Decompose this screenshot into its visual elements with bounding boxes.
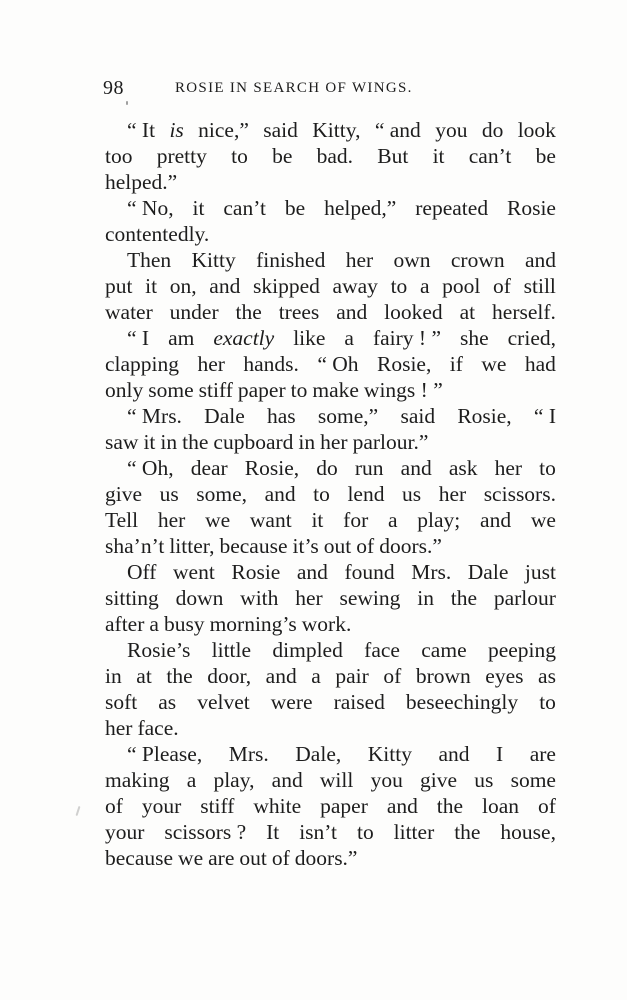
word: because [219,534,288,558]
word: helped,” [324,196,397,220]
word: door, [207,664,252,688]
italic-word: is [169,118,184,142]
word: loan [482,794,520,818]
word: Then [127,248,172,272]
word: has [267,404,296,428]
word: and [271,768,303,792]
word: her [157,508,186,532]
text-line [105,663,556,689]
word: us [402,482,422,506]
word: a [186,768,197,792]
word: your [105,820,145,844]
word: she [459,326,489,350]
text-line [105,325,556,351]
word: beseechingly [405,690,519,714]
word: and [480,508,512,532]
text-line [105,845,556,871]
word: to [539,690,556,714]
word: on, [169,274,197,298]
word: Dale [467,560,509,584]
word: be [535,144,556,168]
word: can’t [223,196,266,220]
text-line [105,507,556,533]
word: some, [196,482,248,506]
word: give [105,482,143,506]
word: the [454,820,481,844]
word: cupboard [213,430,294,454]
word: some [148,378,194,402]
word: her [438,482,467,506]
word: play; [417,508,461,532]
word: and [296,560,328,584]
word: in [160,430,178,454]
word: under [169,300,219,324]
body-text [105,117,556,871]
word: give [420,768,458,792]
ink-speck [126,101,128,105]
text-line [105,221,556,247]
word: Tell [105,508,139,532]
word: looked [384,300,443,324]
word: fairy ! ” [372,326,441,350]
word: out [323,534,352,558]
word: you [435,118,468,142]
word: and [336,300,368,324]
word: her [197,352,225,376]
word: skipped [252,274,320,298]
text-line [105,299,556,325]
word: pair [335,664,369,688]
word: “ I [127,326,150,350]
running-head [103,76,523,100]
word: Dale, [295,742,342,766]
word: “ Oh [317,352,359,376]
word: down [175,586,224,610]
word: a [387,508,398,532]
word: a [149,612,159,636]
word: of [105,794,123,818]
word: away [332,274,378,298]
word: “ Oh, [127,456,174,480]
text-line [105,403,556,429]
word: in [417,586,434,610]
word: we [481,352,507,376]
word: morning’s [209,612,297,636]
word: as [538,664,556,688]
running-title: ROSIE IN SEARCH OF WINGS. [175,80,413,96]
word: at [459,300,476,324]
word: had [524,352,556,376]
text-line [105,585,556,611]
word: pretty [156,144,207,168]
word: too [105,144,133,168]
text-line [105,715,556,741]
word: said [400,404,436,428]
word: hands. [243,352,299,376]
word: her [105,716,133,740]
word: little [211,638,252,662]
word: But [377,144,409,168]
word: her [320,430,348,454]
word: doors.” [294,846,358,870]
word: of [356,534,375,558]
word: of [271,846,290,870]
word: to [231,144,248,168]
word: trees [278,300,320,324]
word: found [344,560,395,584]
word: the [235,300,262,324]
word: raised [333,690,385,714]
word: peeping [487,638,556,662]
word: sha’n’t [105,534,165,558]
word: I [496,742,504,766]
word: Dale [204,404,245,428]
text-line [105,455,556,481]
word: of [493,274,511,298]
word: own [393,248,431,272]
word: busy [163,612,205,636]
word: after [105,612,145,636]
text-line [105,195,556,221]
word: can’t [468,144,512,168]
word: you [370,768,403,792]
word: and [438,742,470,766]
word: soft [105,690,138,714]
word: make [312,378,359,402]
word: paper [320,794,368,818]
word: for [343,508,369,532]
word: dimpled [272,638,343,662]
word: Rosie, [244,456,300,480]
word: work. [301,612,352,636]
word: house, [500,820,556,844]
word: clapping [105,352,180,376]
word: making [105,768,170,792]
word: contentedly. [105,222,210,246]
word: and [386,794,418,818]
word: Rosie’s [127,638,191,662]
word: it [432,144,445,168]
word: sitting [105,586,159,610]
word: as [158,690,177,714]
word: Kitty [367,742,412,766]
word: want [249,508,292,532]
word: sewing [339,586,401,610]
word: it [143,430,156,454]
word: still [523,274,556,298]
word: to [539,456,556,480]
text-line [105,143,556,169]
word: and [209,274,241,298]
word: litter, [169,534,215,558]
word: be [284,196,306,220]
word: with [240,586,279,610]
word: water [105,300,153,324]
word: parlour.” [352,430,429,454]
word: scissors. [483,482,556,506]
word: we [178,846,204,870]
word: It [266,820,280,844]
word: brown [415,664,471,688]
word: a [419,274,430,298]
text-line [105,611,556,637]
word: a [311,664,321,688]
word: face [364,638,400,662]
word: like [293,326,326,350]
text-line [105,481,556,507]
text-line [105,117,556,143]
word: dear [190,456,228,480]
word: the [450,586,478,610]
word: “ Mrs. [127,404,182,428]
word: crown [450,248,505,272]
word: your [141,794,182,818]
text-line [105,247,556,273]
word: be [272,144,293,168]
word: we [530,508,556,532]
word: Rosie, [377,352,432,376]
word: Kitty [191,248,236,272]
word: repeated [415,196,489,220]
word: and [264,482,296,506]
word: isn’t [299,820,338,844]
word: Kitty, [312,118,361,142]
word: “ Please, [127,742,203,766]
word: lend [347,482,385,506]
word: bad. [316,144,354,168]
word: a [344,326,354,350]
word: said [263,118,298,142]
word: her [494,456,523,480]
word: went [173,560,215,584]
word: do [316,456,338,480]
text-line [105,767,556,793]
text-line [105,689,556,715]
word: am [168,326,195,350]
word: were [270,690,313,714]
word: it [145,274,158,298]
word: velvet [197,690,250,714]
word: herself. [492,300,556,324]
word: at [136,664,152,688]
word: cried, [507,326,556,350]
word: stiff [198,378,233,402]
word: scissors ? [164,820,247,844]
word: stiff [200,794,235,818]
word: some [510,768,556,792]
word: the [166,664,193,688]
word: Off [127,560,157,584]
word: wings ! ” [363,378,443,402]
text-line [105,377,556,403]
text-line [105,793,556,819]
word: her [345,248,374,272]
text-line [105,741,556,767]
word: only [105,378,144,402]
word: parlour [493,586,556,610]
italic-word: exactly [213,326,275,350]
word: doors.” [379,534,442,558]
word: if [449,352,463,376]
word: look [517,118,556,142]
word: finished [256,248,326,272]
word: the [436,794,464,818]
paper-mark [76,806,81,816]
word: “ No, [127,196,174,220]
word: Rosie [231,560,281,584]
word: nice,” [198,118,249,142]
text-line [105,169,556,195]
word: because [105,846,174,870]
word: out [239,846,267,870]
text-line [105,819,556,845]
word: it’s [292,534,319,558]
text-line [105,351,556,377]
word: we [205,508,231,532]
word: just [524,560,556,584]
word: eyes [485,664,524,688]
word: face. [137,716,179,740]
word: Rosie, [457,404,512,428]
text-line [105,637,556,663]
word: in [298,430,316,454]
word: the [182,430,209,454]
text-line [105,273,556,299]
word: Mrs. [411,560,452,584]
word: and [265,664,297,688]
word: litter [393,820,435,844]
word: to [313,482,330,506]
word: us [159,482,179,506]
word: “ and [374,118,421,142]
word: it [192,196,205,220]
word: in [105,664,122,688]
word: are [529,742,556,766]
page-number: 98 [103,77,124,99]
word: play, [213,768,255,792]
word: run [354,456,384,480]
word: “ It [127,118,156,142]
text-line [105,533,556,559]
word: of [537,794,556,818]
word: white [253,794,302,818]
word: paper [237,378,286,402]
word: it [311,508,324,532]
word: ask [448,456,478,480]
word: “ I [533,404,556,428]
word: saw [105,430,139,454]
word: and [400,456,432,480]
word: to [356,820,374,844]
word: her [295,586,323,610]
word: pool [442,274,481,298]
word: Mrs. [228,742,269,766]
word: are [208,846,235,870]
word: will [319,768,354,792]
word: to [290,378,308,402]
word: of [383,664,402,688]
word: put [105,274,133,298]
word: helped.” [105,170,178,194]
text-line [105,559,556,585]
word: us [474,768,494,792]
word: Rosie [507,196,556,220]
text-line [105,429,556,455]
word: some,” [317,404,379,428]
word: to [390,274,408,298]
word: do [481,118,504,142]
word: and [524,248,556,272]
word: came [421,638,467,662]
